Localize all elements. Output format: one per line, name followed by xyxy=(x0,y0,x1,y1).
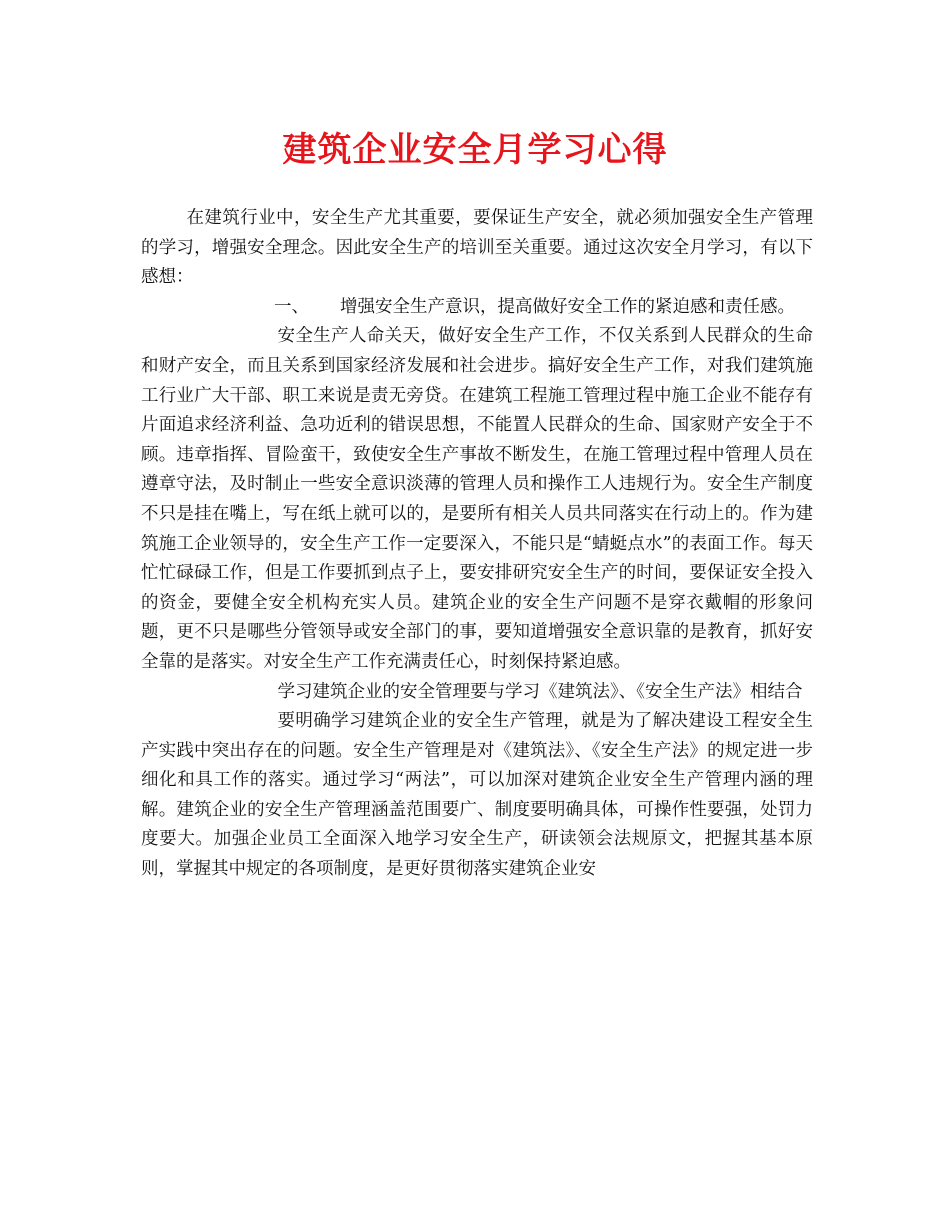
document-body xyxy=(141,204,813,885)
section-1-body: 安全生产人命关天，做好安全生产工作，不仅关系到人民群众的生命和财产安全，而且关系到国家经济发展和社会进步。搞好安全生产工作，对我们建筑施工行业广大干部、职工来说是责无旁贷。在建筑工程施工管理过程中施工企业不能存有片面追求经济利益、急功近利的错误思想，不能置人民群众的生命、国家财产安全于不顾。违章指挥、冒险蛮干，致使安全生产事故不断发生，在施工管理过程中管理人员在遵章守法，及时制止一些安全意识淡薄的管理人员和操作工人违规行为。安全生产制度不只是挂在嘴上，写在纸上就可以的，是要所有相关人员共同落实在行动上的。作为建筑施工企业领导的，安全生产工作一定要深入，不能只是“蜻蜓点水”的表面工作。每天忙忙碌碌工作，但是工作要抓到点子上，要安排研究安全生产的时间，要保证安全投入的资金，要健全安全机构充实人员。建筑企业的安全生产问题不是穿衣戴帽的形象问题，更不只是哪些分管领导或安全部门的事，要知道增强安全意识靠的是教育，抓好安全靠的是落实。对安全生产工作充满责任心，时刻保持紧迫感。 xyxy=(141,326,813,672)
section-heading-1-number: 一、 xyxy=(274,296,309,317)
intro-paragraph: 在建筑行业中，安全生产尤其重要，要保证生产安全，就必须加强安全生产管理的学习，增强安全理念。因此安全生产的培训至关重要。通过这次安全月学习，有以下感想： xyxy=(141,208,813,288)
document-title: 建筑企业安全月学习心得 xyxy=(282,130,668,170)
section-heading-2: 学习建筑企业的安全管理要与学习《建筑法》、《安全生产法》相结合 xyxy=(277,681,803,702)
section-2-body: 要明确学习建筑企业的安全生产管理，就是为了解决建设工程安全生产实践中突出存在的问题。安全生产管理是对《建筑法》、《安全生产法》的规定进一步细化和具工作的落实。通过学习“两法”，可以加深对建筑企业安全生产管理内涵的理解。建筑企业的安全生产管理涵盖范围要广、制度要明确具体，可操作性要强，处罚力度要大。加强企业员工全面深入地学习安全生产，研读领会法规原文，把握其基本原则，掌握其中规定的各项制度，是更好贯彻落实建筑企业安 xyxy=(141,711,813,880)
section-heading-1 xyxy=(141,293,813,323)
section-heading-1-text: 增强安全生产意识，提高做好安全工作的紧迫感和责任感。 xyxy=(340,296,795,317)
